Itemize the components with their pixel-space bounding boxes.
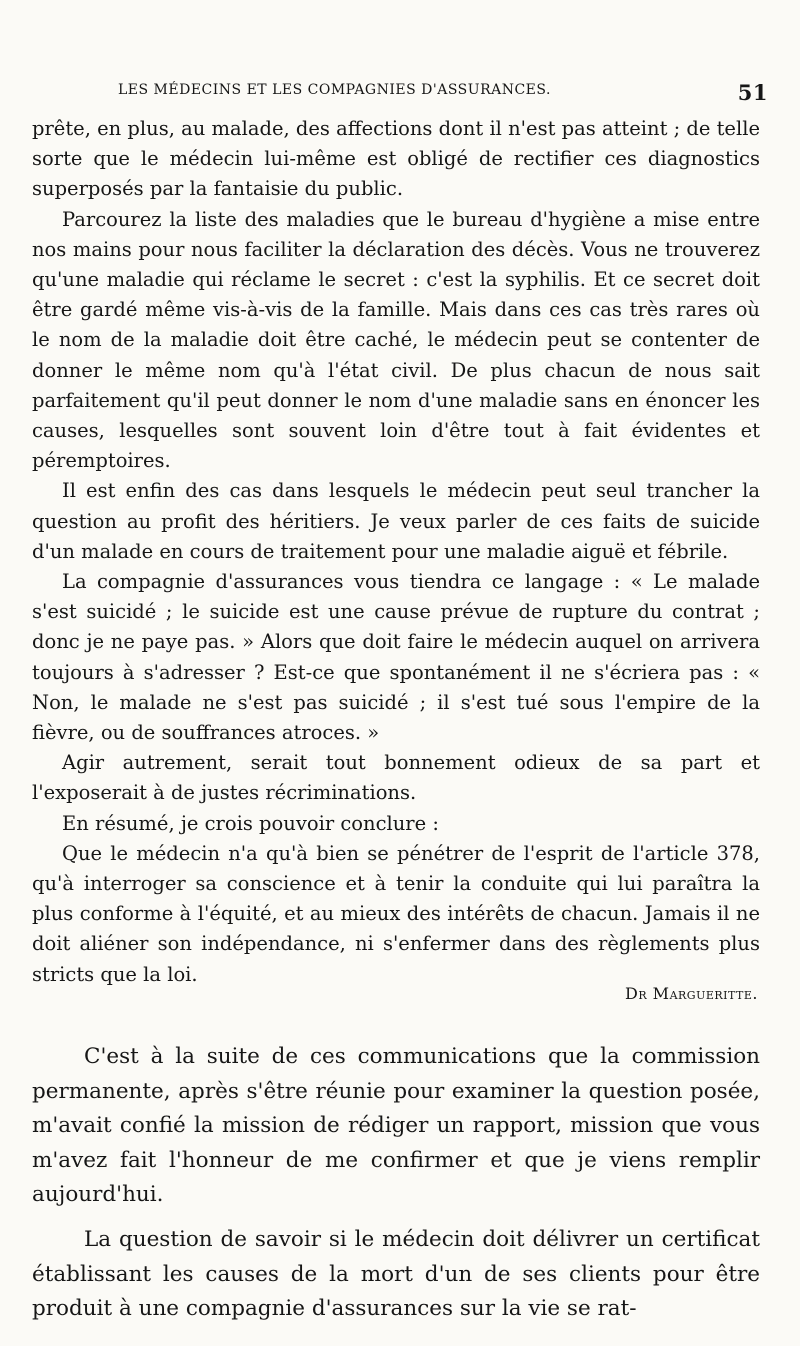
paragraph: Parcourez la liste des maladies que le bureau d'hygiène a mise entre nos mains pour nous faciliter la déclaration des décès. Vous ne trouverez qu'une maladie qui réclame le secret : c'est la syphilis. Et ce secret doit être gardé même vis-à-vis de la famille. Mais dans ces cas très rares où le nom de la maladie doit être caché, le médecin peut se contenter de donner le même nom qu'à l'état civil. De plus chacun de nous sait parfaitement qu'il peut donner le nom d'une maladie sans en énoncer les causes, lesquelles sont souvent loin d'être tout à fait évidentes et péremptoires. <box>32 207 760 473</box>
paragraph: La question de savoir si le médecin doit délivrer un certificat établissant les causes de la mort d'un de ses clients pour être produit à une compagnie d'assurances sur la vie se rat- <box>32 1226 760 1322</box>
report-body <box>32 1040 760 1327</box>
paragraph: Que le médecin n'a qu'à bien se pénétrer de l'esprit de l'article 378, qu'à interroger sa conscience et à tenir la conduite qui lui paraîtra la plus conforme à l'équité, et au mieux des intérêts de chacun. Jamais il ne doit aliéner son indépendance, ni s'enfermer dans des règlements plus stricts que la loi. <box>32 841 760 986</box>
paragraph: Agir autrement, serait tout bonnement odieux de sa part et l'exposerait à de justes récriminations. <box>32 751 760 805</box>
signature: Dr Margueritte. <box>624 984 758 1003</box>
page-number: 51 <box>737 80 768 105</box>
paragraph: La compagnie d'assurances vous tiendra ce langage : « Le malade s'est suicidé ; le suicide est une cause prévue de rupture du contrat ; donc je ne paye pas. » Alors que doit faire le médecin auquel on arrivera toujours à s'adresser ? Est-ce que spontanément il ne s'écriera pas : « Non, le malade ne s'est pas suicidé ; il s'est tué sous l'empire de la fièvre, ou de souffrances atroces. » <box>32 570 760 745</box>
running-title: LES MÉDECINS ET LES COMPAGNIES D'ASSURANCES. <box>118 82 551 98</box>
page-header <box>118 80 768 106</box>
paragraph: Il est enfin des cas dans lesquels le médecin peut seul trancher la question au profit des héritiers. Je veux parler de ces faits de suicide d'un malade en cours de traitement pour une maladie aiguë et fébrile. <box>32 479 760 563</box>
paragraph: En résumé, je crois pouvoir conclure : <box>62 811 439 835</box>
letter-body <box>32 114 760 990</box>
paragraph: prête, en plus, au malade, des affections dont il n'est pas atteint ; de telle sorte que le médecin lui-même est obligé de rectifier ces diagnostics superposés par la fantaisie du public. <box>32 117 760 201</box>
paragraph: C'est à la suite de ces communications que la commission permanente, après s'être réunie pour examiner la question posée, m'avait confié la mission de rédiger un rapport, mission que vous m'avez fait l'honneur de me confirmer et que je viens remplir aujourd'hui. <box>32 1044 760 1208</box>
